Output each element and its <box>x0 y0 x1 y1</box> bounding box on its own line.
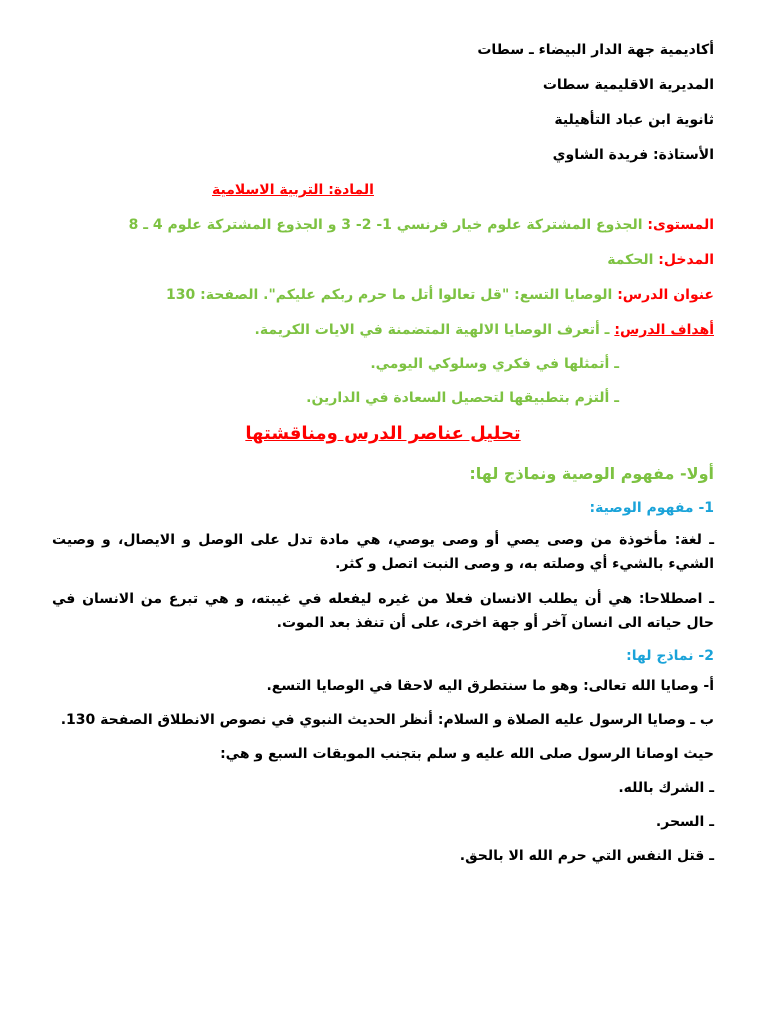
level-value: الجذوع المشتركة علوم خيار فرنسي 1- 2- 3 و الجذوع المشتركة علوم 4 ـ 8 <box>128 217 648 233</box>
analysis-title: تحليل عناصر الدرس ومناقشتها <box>245 423 521 444</box>
document-page <box>52 40 714 1024</box>
objective-item: ـ أتمثلها في فكري وسلوكي اليومي. <box>370 356 619 372</box>
model-item: ب ـ وصايا الرسول عليه الصلاة و السلام: أنظر الحديث النبوي في نصوص الانطلاق الصفحة 130. <box>60 712 714 728</box>
teacher-name: الأستاذة: فريدة الشاوي <box>552 147 714 163</box>
subject-line: المادة: التربية الاسلامية <box>212 182 374 198</box>
model-item: حيث اوصانا الرسول صلى الله عليه و سلم بتجنب الموبقات السبع و هي: <box>220 746 714 762</box>
level-line <box>52 215 714 235</box>
objective-item: ـ ألتزم بتطبيقها لتحصيل السعادة في الدارين. <box>306 390 619 406</box>
entry-label: المدخل: <box>658 252 714 268</box>
school-name: ثانوية ابن عباد التأهيلية <box>554 112 714 128</box>
model-item: ـ قتل النفس التي حرم الله الا بالحق. <box>459 848 714 864</box>
objectives-line <box>52 320 714 340</box>
objective-item: ـ أتعرف الوصايا الالهية المتضمنة في الايات الكريمة. <box>254 322 615 338</box>
model-item: ـ الشرك بالله. <box>618 780 714 796</box>
lesson-title-label: عنوان الدرس: <box>617 287 714 303</box>
model-item: أ- وصايا الله تعالى: وهو ما سنتطرق اليه لاحقا في الوصايا التسع. <box>266 678 714 694</box>
linguistic-definition: ـ لغة: مأخوذة من وصى يصي أو وصى يوصي، هي مادة تدل على الوصل و الايصال، و وصيت الشيء بالشيء أي وصلته به، و وصى النبت اتصل و كثر. <box>52 532 714 572</box>
objectives-label: أهداف الدرس: <box>614 322 714 338</box>
lesson-title-value: الوصايا التسع: "قل تعالوا أتل ما حرم ربكم عليكم". الصفحة: 130 <box>166 287 618 303</box>
academy-name: أكاديمية جهة الدار البيضاء ـ سطات <box>477 42 714 58</box>
models-heading: 2- نماذج لها: <box>626 648 714 664</box>
level-label: المستوى: <box>647 217 714 233</box>
concept-heading: 1- مفهوم الوصية: <box>589 500 714 516</box>
directorate-name: المديرية الاقليمية سطات <box>542 77 714 93</box>
section-one-heading: أولا- مفهوم الوصية ونماذج لها: <box>469 464 714 483</box>
entry-line <box>52 250 714 270</box>
entry-value: الحكمة <box>607 252 659 268</box>
technical-definition: ـ اصطلاحا: هي أن يطلب الانسان فعلا من غيره ليفعله في غيبته، و هي تبرع من الانسان في حال حياته الى انسان آخر أو جهة اخرى، على أن تنفذ بعد الموت. <box>52 591 714 631</box>
model-item: ـ السحر. <box>655 814 714 830</box>
lesson-title-line <box>52 285 714 305</box>
